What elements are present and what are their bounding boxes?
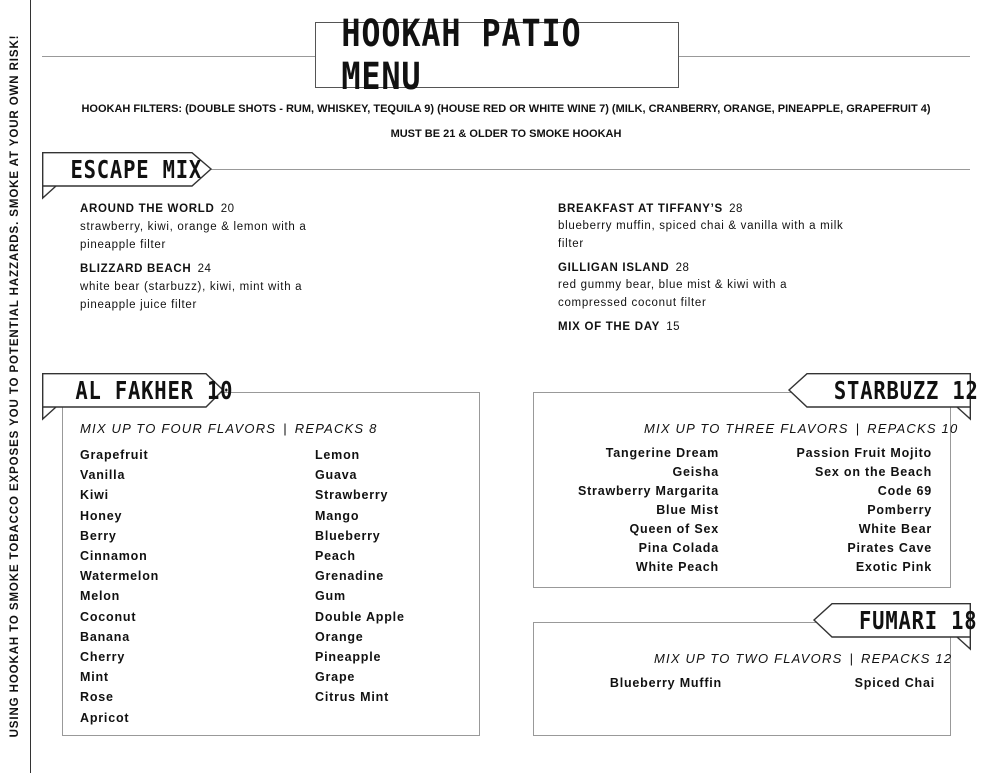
starbuzz-flavors-col1 [560,444,719,577]
flavor-item: Geisha [672,465,719,479]
item-description [558,217,843,253]
desc-line: compressed coconut filter [558,297,707,309]
item-description [80,218,307,254]
fumari-heading: FUMARI 18 [859,605,978,635]
item-price: 24 [197,263,212,275]
flavor-item: Sex on the Beach [815,465,932,479]
menu-item-mix-of-the-day [558,321,680,333]
item-price: 20 [220,203,235,215]
flavor-item: Blueberry [315,528,381,543]
flavor-item: Tangerine Dream [605,446,719,460]
flavor-item: Honey [80,508,123,523]
flavor-item: Spiced Chai [854,676,935,690]
flavor-item: Blue Mist [656,503,719,517]
menu-item-breakfast-at-tiffanys [558,203,743,215]
menu-item-blizzard-beach [80,263,211,275]
flavor-item: Blueberry Muffin [609,676,722,690]
repack-price: REPACKS 8 [294,421,378,436]
title-box [315,12,679,98]
side-warning-bar [0,0,31,773]
flavor-item: Watermelon [80,569,160,584]
flavor-item: Peach [315,549,356,564]
repack-price: REPACKS 12 [861,651,953,666]
mix-rule: MIX UP TO FOUR FLAVORS [80,421,277,436]
escape-mix-rule [211,169,970,170]
desc-line: pineapple juice filter [80,299,198,311]
menu-item-around-the-world [80,203,235,215]
mix-rule: MIX UP TO TWO FLAVORS [654,651,843,666]
desc-line: blueberry muffin, spiced chai & vanilla with a milk [558,220,844,232]
item-name: BREAKFAST AT TIFFANY’S [558,203,723,215]
menu-item-gilligan-island [558,262,689,274]
flavor-item: Grapefruit [80,448,149,462]
escape-mix-flag [42,152,212,198]
flavor-item: Mango [315,508,360,523]
flavor-item: Cinnamon [80,549,148,564]
al-fakher-subhead [80,421,378,436]
flavor-item: Pineapple [315,650,382,665]
flavor-item: Exotic Pink [855,560,932,574]
flavor-item: Passion Fruit Mojito [796,446,932,460]
flavor-item: Apricot [80,710,130,725]
flavor-item: Cherry [80,650,126,665]
starbuzz-heading: STARBUZZ 12 [833,375,979,405]
flavor-item: Vanilla [80,468,126,483]
flavor-item: Pirates Cave [847,541,932,555]
flavor-item: Mint [80,670,109,685]
al-fakher-flavors-col1 [80,445,159,728]
flavor-item: Grape [315,670,356,685]
flavor-item: Grenadine [315,569,385,584]
subhead-separator: | [849,651,855,666]
flavor-item: Guava [315,468,358,483]
flavor-item: Orange [315,629,364,644]
age-notice: MUST BE 21 & OLDER TO SMOKE HOOKAH [390,128,622,140]
flavor-item: Gum [315,589,346,604]
flavor-item: Strawberry Margarita [577,484,719,498]
flavor-item: White Bear [858,522,932,536]
fumari-flavors-col2 [760,674,935,693]
flavor-item: Lemon [315,448,360,462]
subhead-separator: | [283,421,288,436]
desc-line: pineapple filter [80,239,167,251]
desc-line: red gummy bear, blue mist & kiwi with a [558,279,788,291]
item-description [80,278,302,314]
flavor-item: Berry [80,528,117,543]
flavor-item: Citrus Mint [315,690,390,705]
al-fakher-heading: AL FAKHER 10 [75,375,234,405]
starbuzz-flavors-col2 [760,444,932,577]
al-fakher-flavors-col2 [315,445,405,708]
escape-mix-heading: ESCAPE MIX [70,154,203,184]
mix-rule: MIX UP TO THREE FLAVORS [644,421,849,436]
page-title: HOOKAH PATIO MENU [341,12,582,98]
desc-line: filter [558,238,584,250]
fumari-flavors-col1 [560,674,722,693]
flavor-item: Kiwi [80,488,109,503]
item-price: 15 [666,321,681,333]
flavor-item: Pina Colada [638,541,719,555]
item-name: GILLIGAN ISLAND [558,262,670,274]
flavor-item: White Peach [635,560,719,574]
item-price: 28 [729,203,743,215]
smoking-warning: USING HOOKAH TO SMOKE TOBACCO EXPOSES YOU TO POTENTIAL HAZZARDS. SMOKE AT YOUR OWN RISK! [9,34,21,738]
flavor-item: Banana [80,629,130,644]
desc-line: strawberry, kiwi, orange & lemon with a [80,221,307,233]
flavor-item: Code 69 [877,484,932,498]
al-fakher-flag [42,373,234,419]
item-name: MIX OF THE DAY [558,321,661,333]
item-name: AROUND THE WORLD [80,203,215,215]
desc-line: white bear (starbuzz), kiwi, mint with a [80,281,303,293]
subhead-separator: | [855,421,861,436]
flavor-item: Strawberry [315,488,389,503]
flavor-item: Melon [80,589,121,604]
fumari-subhead [654,651,952,666]
starbuzz-subhead [644,421,958,436]
flavor-item: Coconut [80,609,137,624]
item-price: 28 [675,262,690,274]
item-description [558,276,787,312]
flavor-item: Pomberry [867,503,932,517]
filters-line: HOOKAH FILTERS: (DOUBLE SHOTS - RUM, WHISKEY, TEQUILA 9) (HOUSE RED OR WHITE WINE 7) (MILK, CRANBERRY, ORANGE, PINEAPPLE, GRAPEFRUIT 4) [81,103,931,115]
flavor-item: Double Apple [315,609,405,624]
flavor-item: Queen of Sex [629,522,719,536]
flavor-item: Rose [80,690,114,705]
fumari-flag [813,603,978,649]
starbuzz-flag [788,373,979,419]
item-name: BLIZZARD BEACH [80,263,192,275]
repack-price: REPACKS 10 [867,421,959,436]
